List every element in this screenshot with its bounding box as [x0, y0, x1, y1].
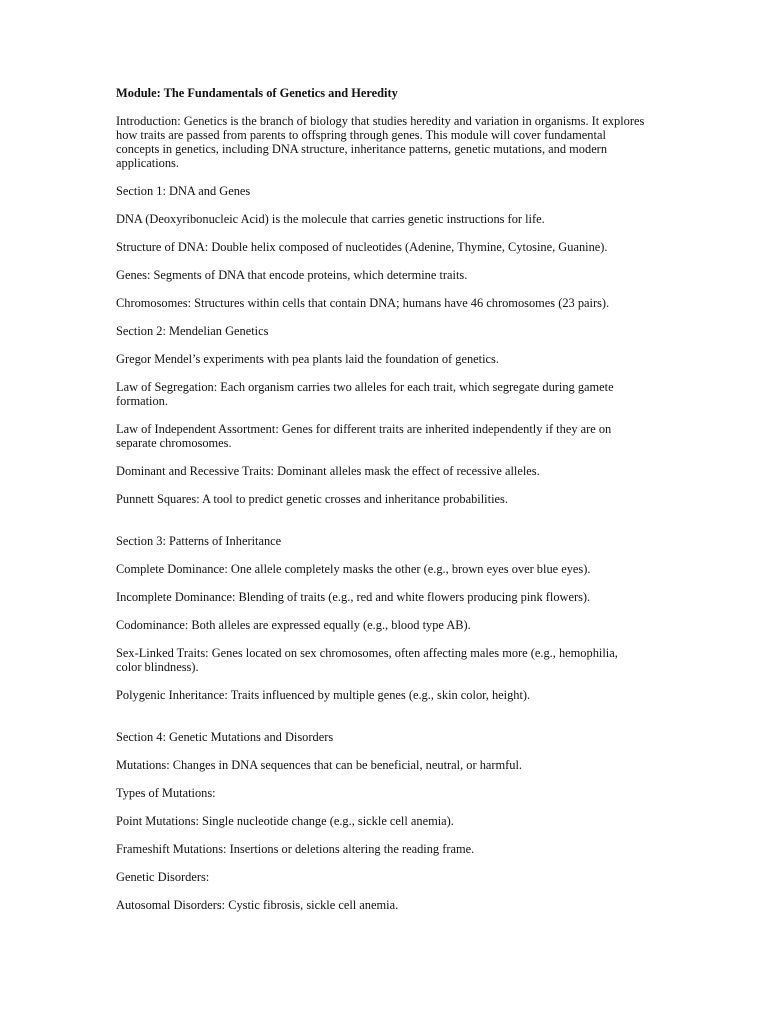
section-item: DNA (Deoxyribonucleic Acid) is the molecule that carries genetic instructions for life. — [116, 212, 545, 226]
section-item: Gregor Mendel’s experiments with pea plants laid the foundation of genetics. — [116, 352, 499, 366]
section-item: Dominant and Recessive Traits: Dominant alleles mask the effect of recessive alleles. — [116, 464, 540, 478]
introduction-paragraph: Introduction: Genetics is the branch of biology that studies heredity and variation in organisms. It explores how traits are passed from parents to offspring through genes. This module will cover fundamental concepts in genetics, including DNA structure, inheritance patterns, genetic mutations, and modern applications. — [116, 114, 645, 170]
section-item: Codominance: Both alleles are expressed equally (e.g., blood type AB). — [116, 618, 471, 632]
section-item: Sex-Linked Traits: Genes located on sex chromosomes, often affecting males more (e.g., hemophilia, color blindness). — [116, 646, 618, 674]
section-heading: Section 2: Mendelian Genetics — [116, 324, 269, 338]
section-item: Point Mutations: Single nucleotide change (e.g., sickle cell anemia). — [116, 814, 454, 828]
section-item: Polygenic Inheritance: Traits influenced by multiple genes (e.g., skin color, height). — [116, 688, 531, 702]
section-heading: Section 1: DNA and Genes — [116, 184, 251, 198]
section-item: Structure of DNA: Double helix composed of nucleotides (Adenine, Thymine, Cytosine, Guanine). — [116, 240, 608, 254]
section-item: Punnett Squares: A tool to predict genetic crosses and inheritance probabilities. — [116, 492, 508, 506]
section-item: Autosomal Disorders: Cystic fibrosis, sickle cell anemia. — [116, 898, 399, 912]
section-item: Mutations: Changes in DNA sequences that can be beneficial, neutral, or harmful. — [116, 758, 523, 772]
section-item: Incomplete Dominance: Blending of traits (e.g., red and white flowers producing pink flowers). — [116, 590, 591, 604]
section-heading: Section 3: Patterns of Inheritance — [116, 534, 282, 548]
section-item: Complete Dominance: One allele completely masks the other (e.g., brown eyes over blue eyes). — [116, 562, 591, 576]
section-item: Types of Mutations: — [116, 786, 216, 800]
section-item: Genetic Disorders: — [116, 870, 210, 884]
section-heading: Section 4: Genetic Mutations and Disorders — [116, 730, 334, 744]
section-item: Genes: Segments of DNA that encode proteins, which determine traits. — [116, 268, 468, 282]
document-title: Module: The Fundamentals of Genetics and Heredity — [116, 86, 398, 100]
document-page — [116, 86, 646, 926]
section-item: Law of Segregation: Each organism carries two alleles for each trait, which segregate during gamete formation. — [116, 380, 614, 408]
section-item: Chromosomes: Structures within cells that contain DNA; humans have 46 chromosomes (23 pairs). — [116, 296, 610, 310]
section-item: Frameshift Mutations: Insertions or deletions altering the reading frame. — [116, 842, 475, 856]
section-item: Law of Independent Assortment: Genes for different traits are inherited independently if they are on separate chromosomes. — [116, 422, 612, 450]
